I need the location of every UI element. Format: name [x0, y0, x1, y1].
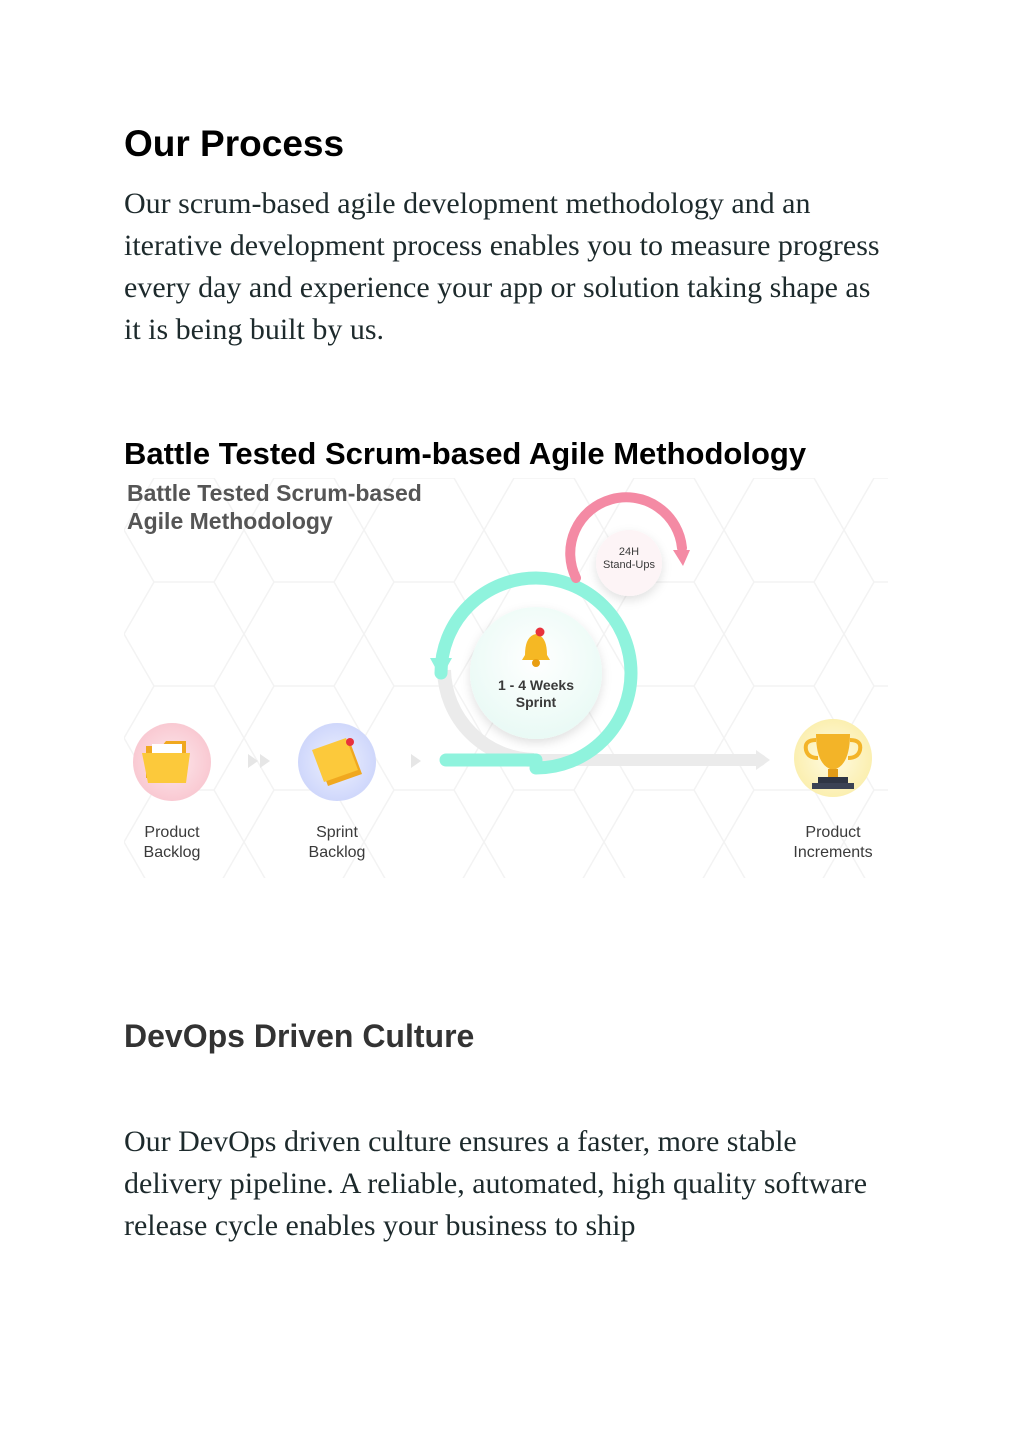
scrum-methodology-figure	[124, 478, 888, 878]
sprint-label-line1: 1 - 4 Weeks	[497, 677, 575, 693]
product-backlog-label-line1: Product	[144, 824, 200, 841]
standups-label-line2: Stand-Ups	[603, 559, 655, 571]
folder-icon	[142, 741, 190, 783]
figure-title-line2: Agile Methodology	[127, 508, 333, 534]
methodology-heading: Battle Tested Scrum-based Agile Methodology	[124, 436, 807, 471]
page-title: Our Process	[124, 123, 345, 164]
devops-paragraph: Our DevOps driven culture ensures a faster, more stable delivery pipeline. A reliable, automated, high quality software release cycle enables your business to ship	[124, 1125, 868, 1242]
devops-heading: DevOps Driven Culture	[124, 1018, 475, 1054]
sprint-backlog-label-line2: Backlog	[308, 844, 366, 861]
sprint-bubble	[470, 607, 602, 739]
product-backlog-label-line2: Backlog	[143, 844, 201, 861]
product-increments-label-line1: Product	[805, 824, 861, 841]
standups-label-line1: 24H	[618, 546, 640, 558]
product-increments-label-line2: Increments	[793, 844, 873, 861]
figure-title-line1: Battle Tested Scrum-based	[127, 480, 422, 506]
sprint-label-line2: Sprint	[515, 694, 557, 710]
process-paragraph: Our scrum-based agile development methodology and an iterative development process enables you to measure progress every day and experience your app or solution taking shape as it is being built by us.	[124, 187, 880, 346]
sprint-backlog-label-line1: Sprint	[316, 824, 358, 841]
